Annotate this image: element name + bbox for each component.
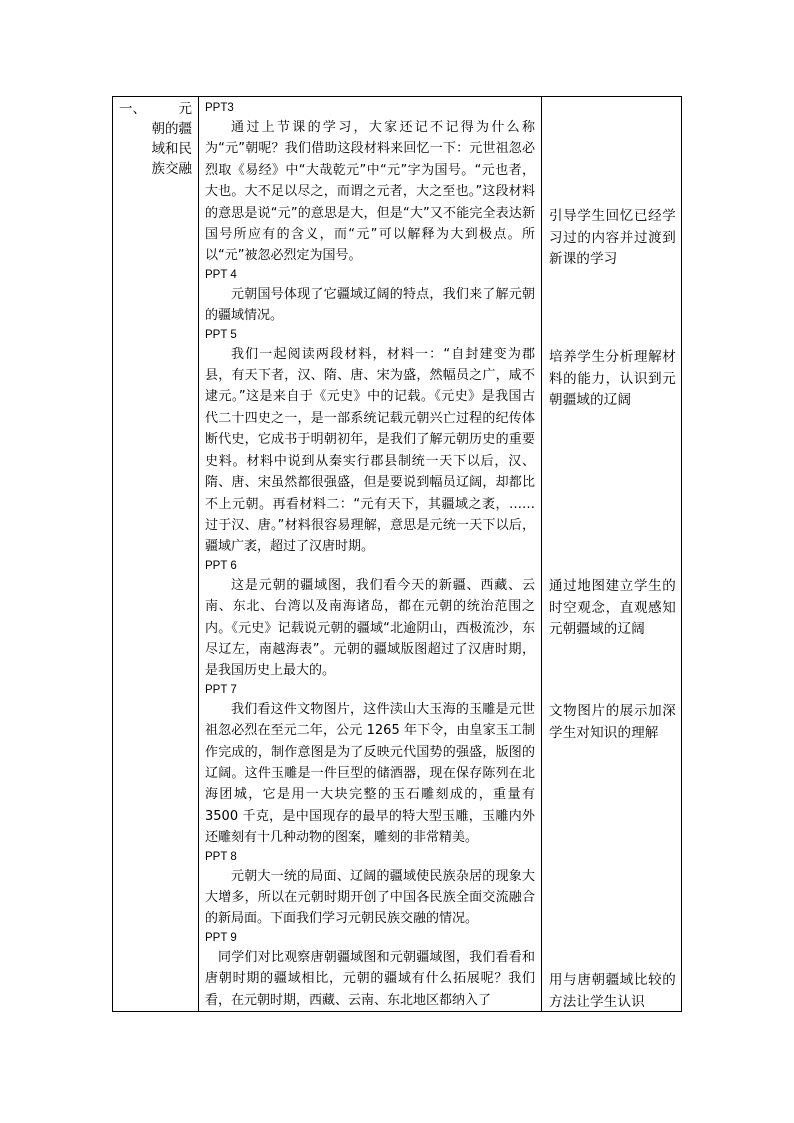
section-number: 一、 (119, 101, 146, 117)
design-note: 培养学生分析理解材料的能力，认识到元朝疆域的辽阔 (549, 349, 676, 409)
table-row (113, 97, 682, 1012)
slide-label: PPT 9 (205, 931, 237, 944)
design-intent-cell (542, 97, 682, 1012)
slide-paragraph: 这是元朝的疆域图，我们看今天的新疆、西藏、云南、东北、台湾以及南海诸岛，都在元朝的统治范围之内。《元史》记载说元朝的疆域“北逾阴山，西极流沙，东尽辽左，南越海表”。元朝的疆域版图超过了汉唐时期，是我国历史上最大的。 (205, 577, 535, 679)
section-title-cell (113, 97, 199, 1012)
slide-paragraph: 元朝大一统的局面、辽阔的疆域使民族杂居的现象大大增多，所以在元朝时期开创了中国各民族全面交流融合的新局面。下面我们学习元朝民族交融的情况。 (205, 868, 535, 927)
slide-label: PPT 4 (205, 268, 237, 281)
design-note: 文物图片的展示加深学生对知识的理解 (549, 703, 676, 741)
slide-paragraph: 元朝国号体现了它疆域辽阔的特点，我们来了解元朝的疆域情况。 (205, 286, 535, 324)
slide-label: PPT 8 (205, 850, 237, 863)
section-title-line: 朝的疆 (151, 121, 192, 137)
slide-paragraph: 同学们对比观察唐朝疆域图和元朝疆域图，我们看看和唐朝时期的疆域相比，元朝的疆域有什么拓展呢？我们看，在元朝时期，西藏、云南、东北地区都纳入了 (205, 949, 535, 1008)
section-title-line: 族交融 (151, 161, 192, 177)
slide-paragraph: 我们看这件文物图片，这件渎山大玉海的玉雕是元世祖忽必烈在至元二年，公元 1265 年下令，由皇家玉工制作完成的，制作意图是为了反映元代国势的强盛，版图的辽阔。这件玉雕是一件巨型的储酒器，现在保存陈列在北海团城，它是用一大块完整的玉石雕刻成的，重量有 3500 千克，是中国现存的最早的特大型玉雕，玉雕内外还雕刻有十几种动物的图案，雕刻的非常精美。 (205, 701, 535, 846)
section-title-line: 元 (178, 101, 192, 117)
slide-label: PPT 5 (205, 328, 237, 341)
design-note: 通过地图建立学生的时空观念，直观感知元朝疆域的辽阔 (549, 578, 676, 638)
teaching-process-cell (199, 97, 542, 1012)
section-title-line: 域和民 (151, 141, 192, 157)
slide-label: PPT3 (205, 102, 234, 114)
slide-label: PPT 7 (205, 683, 237, 696)
slide-paragraph: 通过上节课的学习，大家还记不记得为什么称为“元”朝呢？我们借助这段材料来回忆一下：元世祖忽必烈取《易经》中“大哉乾元”中“元”字为国号。“元也者，大也。大不足以尽之，而谓之元者，大之至也。”这段材料的意思是说“元”的意思是大，但是“大”又不能完全表达新国号所应有的含义，而“元”可以解释为大到极点。所以“元”被忽必烈定为国号。 (205, 120, 535, 264)
slide-paragraph: 我们一起阅读两段材料，材料一：“自封建变为郡县，有天下者，汉、隋、唐、宋为盛，然幅员之广，咸不逮元。”这是来自于《元史》中的记载。《元史》是我国古代二十四史之一，是一部系统记载元朝兴亡过程的纪传体断代史，它成书于明朝初年，是我们了解元朝历史的重要史料。材料中说到从秦实行郡县制统一天下以后，汉、隋、唐、宋虽然都很强盛，但是要说到幅员辽阔，却都比不上元朝。再看材料二：“元有天下，其疆域之袤，……过于汉、唐。”材料很容易理解，意思是元统一天下以后，疆域广袤，超过了汉唐时期。 (205, 346, 535, 555)
design-note: 引导学生回忆已经学习过的内容并过渡到新课的学习 (549, 208, 676, 268)
slide-label: PPT 6 (205, 559, 237, 572)
design-note: 用与唐朝疆域比较的方法让学生认识 (549, 972, 676, 1010)
lesson-plan-table (112, 96, 682, 1012)
